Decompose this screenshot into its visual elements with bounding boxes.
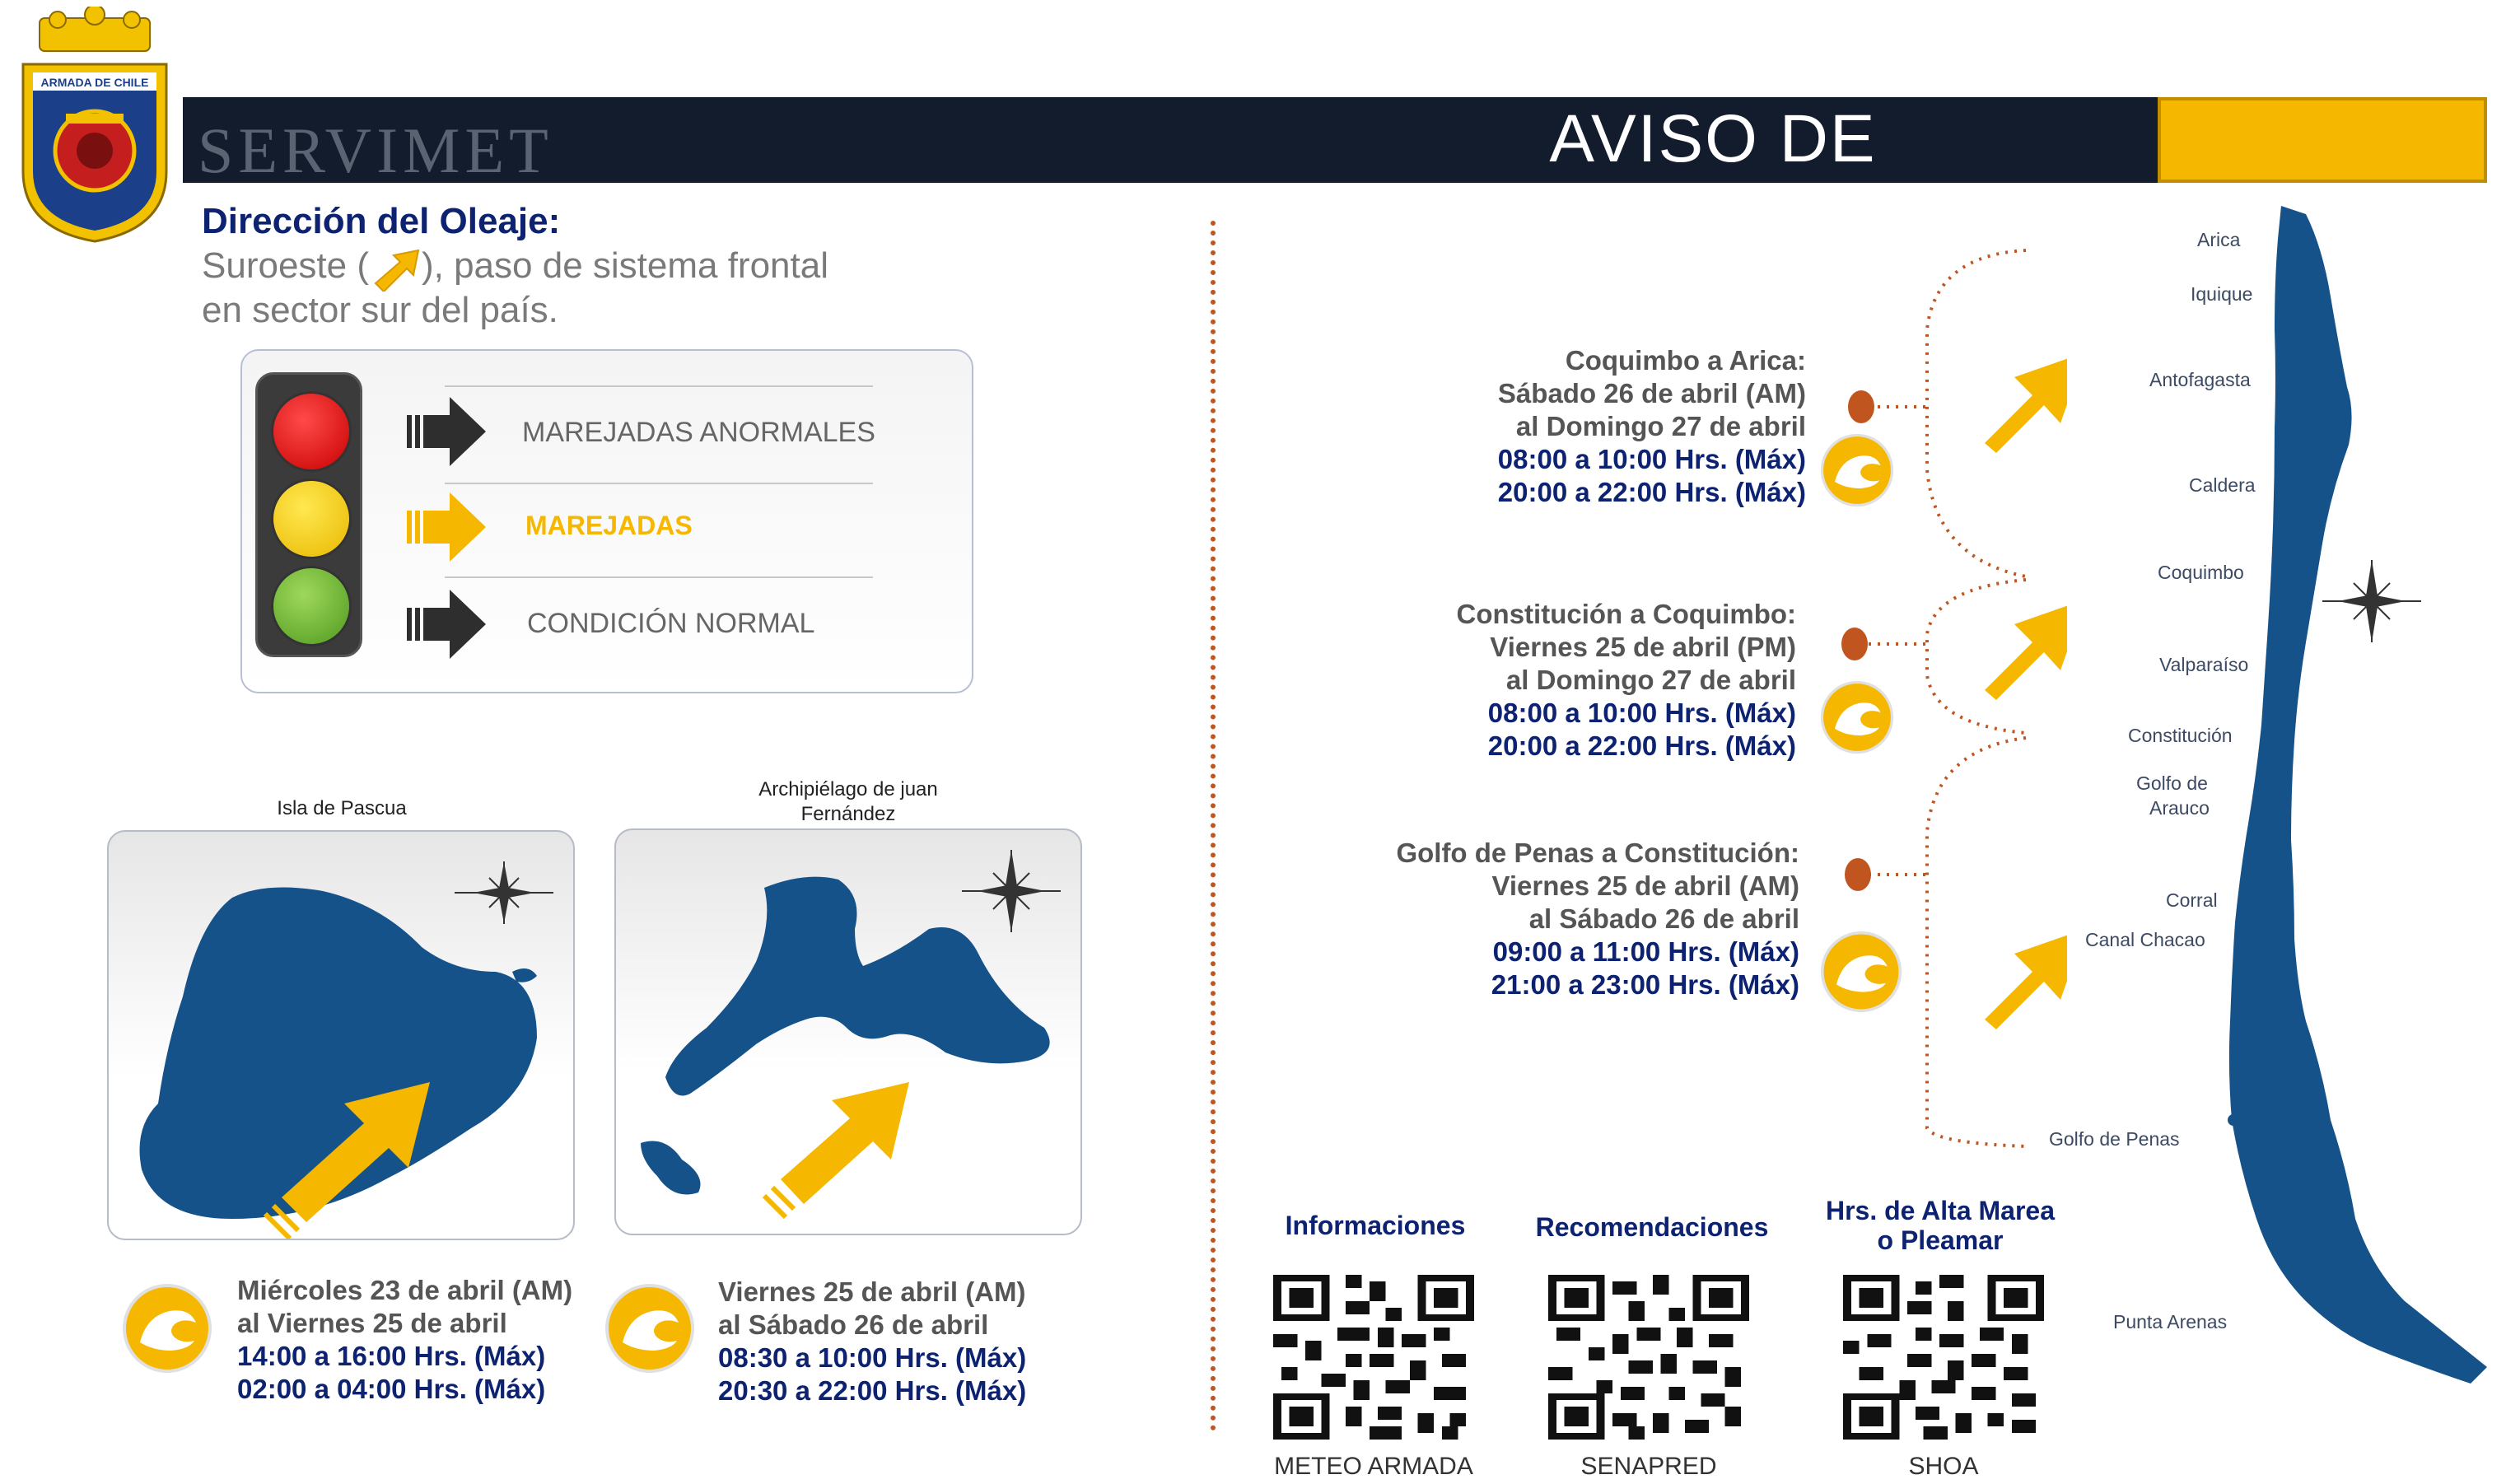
- zone-title: Constitución a Coquimbo:: [1456, 599, 1796, 629]
- pascua-time-1: 14:00 a 16:00 Hrs. (Máx): [237, 1341, 546, 1371]
- island-panel-pascua: [107, 830, 575, 1240]
- wave-icon: [1820, 931, 1902, 1013]
- traffic-light-icon: [255, 372, 362, 657]
- wave-icon: [1820, 680, 1894, 754]
- compass-rose-icon: [2322, 560, 2421, 642]
- zone-title: Golfo de Penas a Constitución:: [1396, 838, 1799, 868]
- red-lamp: [271, 391, 352, 472]
- black-arrow-icon: [407, 586, 489, 662]
- zone-date: al Domingo 27 de abril: [1505, 665, 1796, 695]
- zone-time: 08:00 a 10:00 Hrs. (Máx): [1487, 698, 1796, 728]
- qr-caption-senapred: SENAPRED: [1580, 1453, 1717, 1480]
- zone-date: Sábado 26 de abril (AM): [1497, 378, 1806, 408]
- direction-title: Dirección del Oleaje:: [202, 201, 561, 241]
- qr-title-informaciones: Informaciones: [1285, 1211, 1466, 1240]
- qr-title-recomendaciones: Recomendaciones: [1535, 1212, 1769, 1242]
- chile-map: [2059, 198, 2504, 1449]
- city-label-valparaiso: Valparaíso: [2159, 654, 2249, 675]
- zone-date: Viernes 25 de abril (AM): [1491, 870, 1799, 901]
- jf-date-line2: al Sábado 26 de abril: [718, 1309, 989, 1340]
- legend-divider: [445, 576, 873, 578]
- island-caption-pascua: Isla de Pascua: [277, 797, 407, 819]
- bracket-central: [1927, 580, 2026, 733]
- zone-block-constitucion-coquimbo: [1457, 598, 1796, 763]
- header-accent-block: [2158, 97, 2487, 183]
- city-label-canal-chacao: Canal Chacao: [2085, 929, 2205, 950]
- brand-name: SERVIMET: [198, 114, 553, 186]
- green-lamp: [271, 566, 352, 646]
- city-label-arauco: Arauco: [2149, 797, 2210, 819]
- yellow-lamp: [271, 478, 352, 559]
- zone-time: 09:00 a 11:00 Hrs. (Máx): [1492, 936, 1799, 967]
- bracket-south: [1927, 738, 2026, 1146]
- legend-label-swell: MAREJADAS: [525, 511, 693, 540]
- direction-text-after: ), paso de sistema frontal: [421, 245, 828, 286]
- jf-time-1: 08:30 a 10:00 Hrs. (Máx): [718, 1342, 1027, 1373]
- city-label-constitucion: Constitución: [2128, 725, 2233, 746]
- city-label-antofagasta: Antofagasta: [2149, 369, 2251, 390]
- compass-rose-icon: [962, 850, 1061, 932]
- qr-code-icon[interactable]: [1273, 1275, 1474, 1440]
- pascua-date-line1: Miércoles 23 de abril (AM): [237, 1275, 573, 1305]
- wave-icon: [122, 1283, 212, 1374]
- legend-label-normal: CONDICIÓN NORMAL: [527, 608, 815, 639]
- zone-block-coquimbo-arica: [1498, 344, 1806, 509]
- zone-date: Viernes 25 de abril (PM): [1490, 632, 1796, 662]
- zone-date: al Sábado 26 de abril: [1528, 903, 1799, 934]
- direction-text-before: Suroeste (: [202, 245, 369, 286]
- yellow-arrow-icon: [407, 489, 489, 565]
- city-label-golfo-de: Golfo de: [2136, 772, 2208, 794]
- wind-arrow-icon: [1985, 600, 2067, 700]
- city-label-caldera: Caldera: [2189, 474, 2256, 496]
- pascua-date-line2: al Viernes 25 de abril: [237, 1308, 507, 1338]
- zone-time: 20:00 a 22:00 Hrs. (Máx): [1487, 730, 1796, 761]
- city-label-corral: Corral: [2166, 889, 2218, 911]
- black-arrow-icon: [407, 394, 489, 469]
- wind-arrow-icon: [764, 1082, 909, 1217]
- qr-title-alta-marea: [1800, 1196, 2080, 1255]
- zone-marker: [1845, 858, 1871, 891]
- qr-caption-meteo: METEO ARMADA: [1274, 1453, 1473, 1480]
- city-label-arica: Arica: [2197, 229, 2241, 250]
- compass-rose-icon: [455, 861, 553, 924]
- island-caption-line1: Archipiélago de juan: [758, 778, 938, 800]
- navy-crest-logo: [8, 7, 181, 245]
- qr-code-icon[interactable]: [1548, 1275, 1749, 1440]
- island-caption-juan-fernandez: [725, 777, 972, 827]
- wave-icon: [604, 1283, 695, 1374]
- page-title: AVISO DE MAREJADAS: [1499, 101, 1927, 254]
- island-map-pascua: [109, 832, 573, 1239]
- direction-line1: [202, 245, 828, 287]
- city-label-coquimbo: Coquimbo: [2158, 562, 2244, 583]
- jf-time-2: 20:30 a 22:00 Hrs. (Máx): [718, 1375, 1027, 1406]
- island-caption-line2: Fernández: [800, 803, 896, 825]
- zone-time: 20:00 a 22:00 Hrs. (Máx): [1497, 477, 1806, 507]
- zone-marker: [1848, 390, 1874, 423]
- vertical-divider: [1211, 221, 1216, 1431]
- legend-label-abnormal: MAREJADAS ANORMALES: [522, 417, 875, 448]
- legend-divider: [445, 483, 873, 484]
- city-label-punta-arenas: Punta Arenas: [2113, 1311, 2228, 1332]
- qr-title-line1: Hrs. de Alta Marea: [1825, 1196, 2056, 1225]
- zone-date: al Domingo 27 de abril: [1515, 411, 1806, 441]
- jf-date-line1: Viernes 25 de abril (AM): [718, 1276, 1026, 1307]
- legend-divider: [445, 385, 873, 387]
- logo-text: ARMADA DE CHILE: [40, 76, 149, 89]
- city-label-golfo-de-penas: Golfo de Penas: [2049, 1128, 2180, 1150]
- zone-time: 21:00 a 23:00 Hrs. (Máx): [1491, 969, 1799, 1000]
- bracket-north: [1927, 250, 2026, 576]
- island-map-juan-fernandez: [616, 830, 1080, 1234]
- pascua-time-2: 02:00 a 04:00 Hrs. (Máx): [237, 1374, 546, 1404]
- wind-arrow-icon: [1985, 352, 2067, 453]
- zone-marker: [1841, 628, 1868, 660]
- city-label-iquique: Iquique: [2191, 283, 2253, 305]
- zone-block-penas-constitucion: [1396, 837, 1799, 1001]
- direction-line2: en sector sur del país.: [202, 290, 558, 330]
- qr-title-line2: o Pleamar: [1877, 1225, 2004, 1255]
- qr-code-icon[interactable]: [1843, 1275, 2044, 1440]
- wind-arrow-icon: [372, 247, 422, 292]
- wind-arrow-icon: [1985, 929, 2067, 1029]
- zone-title: Coquimbo a Arica:: [1565, 345, 1806, 376]
- wave-icon: [1820, 433, 1894, 507]
- zone-time: 08:00 a 10:00 Hrs. (Máx): [1497, 444, 1806, 474]
- qr-caption-shoa: SHOA: [1908, 1453, 1979, 1480]
- island-panel-juan-fernandez: [614, 828, 1082, 1235]
